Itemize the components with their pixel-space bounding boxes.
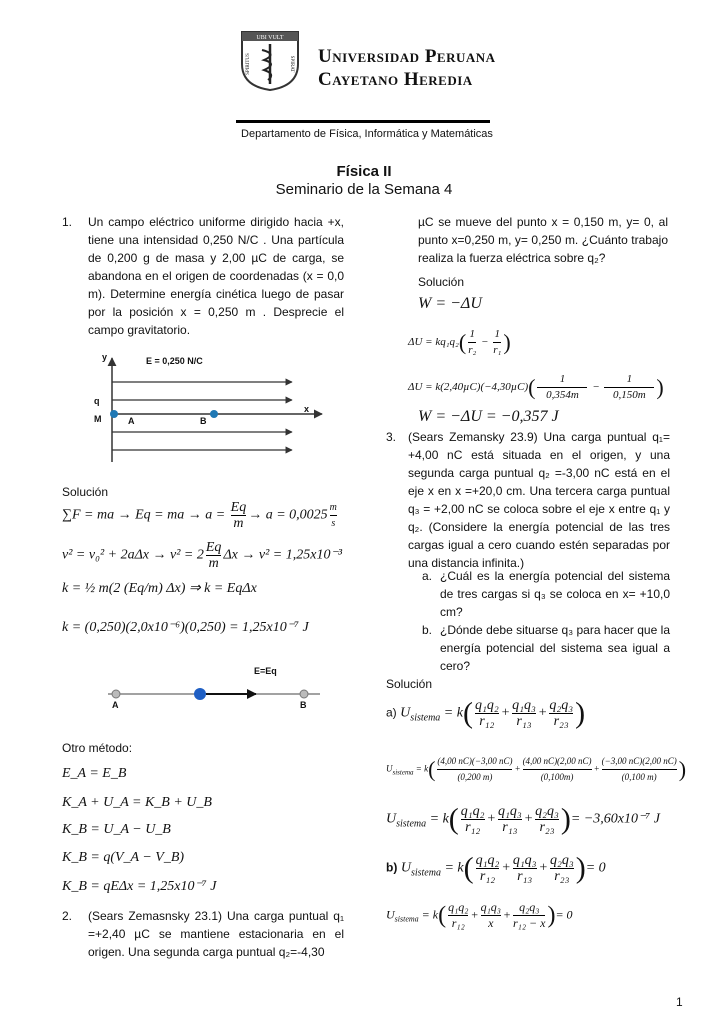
university-seal-icon <box>238 30 302 92</box>
figure-x-label: x <box>304 404 310 414</box>
figure-b-label: B <box>200 416 207 426</box>
page-subtitle: Seminario de la Semana 4 <box>275 181 453 198</box>
problem-2-text: (Sears Zemasnsky 23.1) Una carga puntual q₁ =+2,40 µC se mantiene estacionaria en el origen. Una segunda carga puntual q₂=-4,30 <box>88 909 344 959</box>
potential-zero-value-2: = 0 <box>555 907 573 922</box>
problem-2-solution-label: Solución <box>418 275 465 289</box>
figure-a-label: A <box>128 416 135 426</box>
university-name <box>318 45 496 91</box>
figure-q-label: q <box>94 396 100 406</box>
figure-y-label: y <box>102 352 108 362</box>
equation-kinetic-value: k = (0,250)(2,0x10⁻⁶)(0,250) = 1,25x10⁻⁷ J <box>62 620 309 635</box>
problem-3-number: 3. <box>386 430 397 444</box>
u-numerator-3: (−3,00 nC)(2,00 nC) <box>601 756 677 766</box>
equation-newton: ∑F = ma → Eq = ma → a = $\frac{Eq}{m}$ → a = 0,0025 $\frac{m}{s}$ <box>62 500 337 531</box>
figure2-b-label: B <box>300 700 307 710</box>
u-denominator-2: (0,100m) <box>523 769 592 785</box>
page-title: Física II <box>336 163 392 180</box>
equation-potential-result: $U_{sistema} = k$( $\frac{\text{q₁q₂}}{\text{r₁₂}}$ + $\frac{\text{q₁q₃}}{\text{r₁₃}}$ + $\frac{\text{q₂q₃}}{\text{r₂₃}}$ )= −3,60x10⁻⁷ J <box>386 802 660 836</box>
equation-newton-den: m <box>231 515 247 531</box>
u-denominator-1: (0,200 m) <box>437 769 512 785</box>
equation-delta-u-values-a: ΔU = k(2,40µC)(−4,30µC) <box>408 381 529 394</box>
equation-kinetic: k = ½ m(2 (Eq/m) Δx) ⇒ k = EqΔx <box>62 581 257 596</box>
figure-field-label: E = 0,250 N/C <box>146 356 203 366</box>
u-denominator-3: (0,100 m) <box>602 769 677 785</box>
equation-potential-numeric: $U_{sistema} = k$( $\frac{(4,00 nC)(-3,00 nC)}{(0,200 m)}$ + $\frac{(4,00 nC)(2,00 nC)}{(0,100m)}$ + $\frac{(-3,00 nC)(2,00 nC)}{(0,100 m)}$ ) <box>386 754 686 785</box>
equation-potential-energy: a) $U_{sistema} = k$( $\frac{\text{q₁q₂}}{\text{r₁₂}}$ + $\frac{\text{q₁q₃}}{\text{r₁₃}}$ + $\frac{\text{q₂q₃}}{\text{r₂₃}}$ ) <box>386 696 586 730</box>
figure2-a-label: A <box>112 700 119 710</box>
problem-3-solution-label: Solución <box>386 677 433 691</box>
equation-delta-u-a: ΔU = kq₁q₂ <box>408 336 459 349</box>
equation-potential-zero: b) $U_{sistema} = k$( $\frac{\text{q₁q₂}}{\text{r₁₂}}$ + $\frac{\text{q₁q₃}}{\text{r₁₃}}$ + $\frac{\text{q₂q₃}}{\text{r₂₃}}$ )= 0 <box>386 851 606 885</box>
part-b-label: b) <box>386 860 398 875</box>
svg-text:SPIRAT: SPIRAT <box>289 55 294 73</box>
equation-newton-num: Eq <box>230 500 247 515</box>
u-numerator-1: (4,00 nC)(−3,00 nC) <box>437 756 513 766</box>
u-subscript: sistema <box>410 712 441 724</box>
equation-kinematics-a: v² = v₀² + 2aΔx → v² = 2 <box>62 547 204 563</box>
distance-r2: 0,354m <box>537 387 587 403</box>
problem-3a-text: ¿Cuál es la energía potencial del sistema de tres cargas si q₃ se coloca en x= +10,0 cm? <box>440 569 670 619</box>
problem-2-number: 2. <box>62 909 73 923</box>
potential-zero-value-1: = 0 <box>585 860 606 876</box>
equation-kinetic-potential: K_B = q(V_A − V_B) <box>62 850 185 865</box>
figure-force-label: E=Eq <box>254 666 277 676</box>
distance-r1: 0,150m <box>604 387 654 403</box>
figure-charge-motion <box>104 664 324 714</box>
problem-3b-label: b. <box>422 623 433 637</box>
header-rule <box>236 120 490 123</box>
problem-2-text-cont: µC se mueve del punto x = 0,150 m, y= 0, al punto x=0,250 m, y= 0,250 m. ¿Cuánto trabajo realiza la fuerza eléctrica sobre q₂? <box>418 215 668 265</box>
problem-1-number: 1. <box>62 215 73 229</box>
equation-work: W = −ΔU <box>418 295 482 312</box>
equation-energy-conservation: E_A = E_B <box>62 766 127 781</box>
svg-text:SPIRITUS: SPIRITUS <box>246 53 251 75</box>
other-method-label: Otro método: <box>62 741 133 755</box>
problem-1-solution-label: Solución <box>62 485 109 499</box>
potential-energy-value: = −3,60x10⁻⁷ J <box>570 811 660 827</box>
problem-3-text: (Sears Zemansky 23.9) Una carga puntual q₁= +4,00 nC está situada en el origen, y una segunda carga puntual q₂ =-3,00 nC está en el eje x en x =+20,0 cm. Una tercera carga puntual q₃ = +2,00 nC se coloca sobre el eje x entre q₁ y q₂. (Considere la energía potencial de las tres cargas igual a cero cuando estén separadas por una distancia infinita.) <box>408 430 670 570</box>
department-name: Departamento de Física, Informática y Matemáticas <box>241 128 493 140</box>
problem-3b-text: ¿Dónde debe situarse q₃ para hacer que la energía potencial del sistema sea igual a cero? <box>440 623 670 673</box>
equation-kinetic-result: K_B = qEΔx = 1,25x10⁻⁷ J <box>62 879 217 894</box>
university-line2: Cayetano Heredia <box>318 69 473 90</box>
equation-potential-position: $U_{sistema} = k$( $\frac{\text{q₁q₂}}{\text{r₁₂}}$ + $\frac{\text{q₁q₃}}{x}$ + $\frac{\text{q₂q₃}}{\text{r₁₂ − x}}$ )= 0 <box>386 900 573 930</box>
svg-text:UBI VULT: UBI VULT <box>256 35 284 41</box>
figure-m-label: M <box>94 414 102 424</box>
equation-energy-terms: K_A + U_A = K_B + U_B <box>62 795 212 810</box>
equation-delta-u-values: ΔU = k(2,40µC)(−4,30µC)( $\frac{1}{0,354m}$ − $\frac{1}{0,150m}$ ) <box>408 373 664 401</box>
equation-work-result: W = −ΔU = −0,357 J <box>418 408 559 425</box>
u-symbol: U <box>400 705 411 721</box>
u-numerator-2: (4,00 nC)(2,00 nC) <box>522 756 592 766</box>
equation-kinematics-b: Δx → v² = 1,25x10⁻³ <box>223 547 343 563</box>
equation-kinetic-b: K_B = U_A − U_B <box>62 822 171 837</box>
part-a-label: a) <box>386 705 397 720</box>
equation-delta-u: ΔU = kq₁q₂( $\frac{1}{\text{r₂}}$ − $\frac{1}{\text{r₁}}$ ) <box>408 328 511 356</box>
equation-newton-a: ∑F = ma → Eq = ma → a = <box>62 507 229 523</box>
equation-kinematics: v² = v₀² + 2aΔx → v² = 2 $\frac{Eq}{m}$ Δx → v² = 1,25x10⁻³ <box>62 540 343 571</box>
equation-newton-b: → a = 0,0025 <box>248 507 328 523</box>
problem-1-text: Un campo eléctrico uniforme dirigido hacia +x, tiene una intensidad 0,250 N/C . Una partícula de 0,200 g de masa y 2,00 µC de carga, se abandona en el origen de coordenadas (x = 0,0 m). Determine energía cinética luego de pasar por la posición x = 0,250 m . Desprecie el campo gravitatorio. <box>88 215 344 337</box>
page-number: 1 <box>676 995 683 1009</box>
problem-3a-label: a. <box>422 569 433 583</box>
university-line1: Universidad Peruana <box>318 46 496 67</box>
